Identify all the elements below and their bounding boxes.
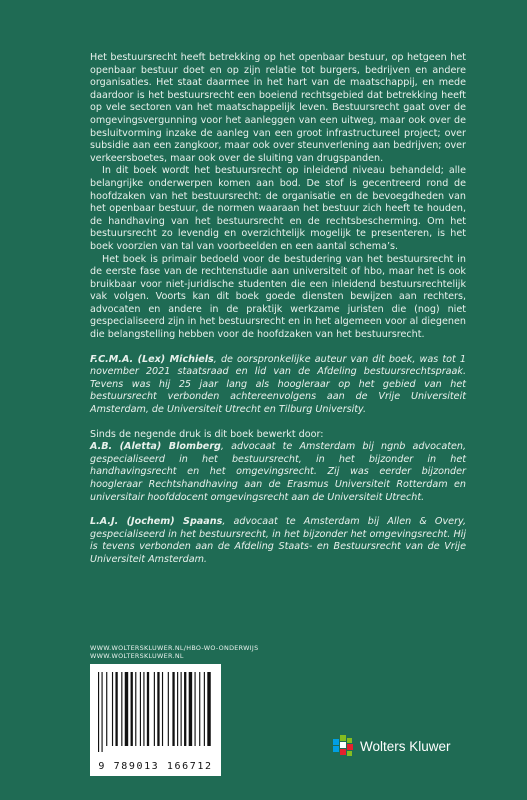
barcode-bar-18 [181, 672, 182, 746]
logo-text: Wolters Kluwer [360, 738, 451, 754]
barcode-bar-3 [112, 672, 113, 746]
edition-note: Sinds de negende druk is dit boek bewerkt door: [90, 428, 324, 440]
barcode-bar-23 [204, 672, 205, 746]
author-text-michiels: , de oorspronkelijke auteur van dit boek, was tot 1 november 2021 staatsraad en lid van de Afdeling bestuursrechtspraak. Tevens was hij 25 jaar lang als hoogleraar op het gebied van het bestuursrecht verbonden achtereenvolgens aan de Vrije Universiteit Amsterdam, de Universiteit Utrecht en Tilburg University. [90, 353, 466, 416]
barcode-bar-24 [207, 672, 210, 746]
url-main[interactable]: WWW.WOLTERSKLUWER.NL [90, 652, 184, 661]
barcode-bar-1 [102, 672, 103, 752]
author-bio-michiels [90, 354, 466, 417]
blurb-text [90, 52, 466, 567]
barcode-number: 9 789013 166712 [98, 761, 213, 772]
barcode-bar-2 [106, 672, 107, 746]
url-onderwijs[interactable]: WWW.WOLTERSKLUWER.NL/HBO-WO-ONDERWIJS [90, 644, 259, 652]
barcode-bar-10 [143, 672, 144, 746]
blurb-paragraph-3: Het boek is primair bedoeld voor de bestudering van het bestuursrecht in de eerste fase van de rechtenstudie aan universiteit of hbo, maar het is ook bruikbaar voor niet-juridische studenten die een inleidend bestuursrechtelijk vak volgen. Voorts kan dit boek goede diensten bewijzen aan rechters, advocaten en andere in de praktijk werkzame juristen die (nog) niet gespecialiseerd zijn in het bestuursrecht en in het algemeen voor al diegenen die belangstelling hebben voor de hoofdzaken van het bestuursrecht. [90, 253, 466, 341]
barcode-bar-0 [98, 672, 99, 752]
barcode-bars [96, 672, 215, 754]
barcode-bar-5 [121, 672, 122, 746]
author-name-michiels: F.C.M.A. (Lex) Michiels [90, 353, 214, 365]
barcode-bar-4 [115, 672, 117, 746]
barcode-bar-11 [147, 672, 149, 746]
author-name-blomberg: A.B. (Aletta) Blomberg [90, 441, 221, 453]
wolters-kluwer-logo-icon [332, 735, 354, 757]
barcode-bar-7 [131, 672, 133, 746]
author-name-spaans: L.A.J. (Jochem) Spaans [90, 516, 223, 528]
author-bio-spaans [90, 516, 466, 566]
barcode-bar-9 [140, 672, 141, 746]
barcode-bar-22 [199, 672, 200, 746]
barcode-bar-8 [135, 672, 136, 746]
barcode-bar-17 [177, 672, 178, 746]
barcode-bar-15 [168, 672, 169, 746]
barcode-bar-20 [189, 672, 192, 746]
blurb-paragraph-1: Het bestuursrecht heeft betrekking op het openbaar bestuur, op hetgeen het openbaar bestuur doet en op zijn relatie tot burgers, bedrijven en andere organisaties. Het staat daarmee in het hart van de maatschappij, en mede daardoor is het bestuursrecht een boeiend rechtsgebied dat betrekking heeft op vele sectoren van het maatschappelijk leven. Bestuursrecht gaat over de omgevingsvergunning voor het aanleggen van een uitweg, maar ook over de besluitvorming inzake de aanleg van een groot infrastructureel project; over subsidie aan een zangkoor, maar ook over steunverlening aan bedrijven; over verkeersboetes, maar ook over de sluiting van drugspanden. [90, 52, 466, 164]
barcode-bar-16 [172, 672, 174, 746]
barcode-bar-13 [157, 672, 159, 746]
author-text-blomberg: , advocaat te Amsterdam bij ngnb advocaten, gespecialiseerd in het bestuursrecht, in het bijzonder in het handhavingsrecht en het omgevingsrecht. Zij was eerder bijzonder hoogleraar Rechtshandhaving aan de Erasmus Universiteit Rotterdam en universitair hoofddocent omgevingsrecht aan de Universiteit Utrecht. [90, 441, 466, 503]
author-text-spaans: , advocaat te Amsterdam bij Allen & Overy, gespecialiseerd in het bestuursrecht, in het bijzonder het omgevingsrecht. Hij is tevens verbonden aan de Afdeling Staats- en Bestuursrecht van de Vrije Universiteit Amsterdam. [90, 516, 466, 565]
publisher-urls [90, 644, 258, 661]
barcode-bar-6 [125, 672, 128, 746]
author-bio-blomberg [90, 441, 466, 504]
barcode-bar-12 [154, 672, 155, 746]
isbn-barcode [90, 664, 221, 776]
wolters-kluwer-logo [332, 733, 451, 759]
barcode-bar-21 [195, 672, 196, 746]
blurb-paragraph-2: In dit boek wordt het bestuursrecht op inleidend niveau behandeld; alle belangrijke onderwerpen komen aan bod. De stof is gecentreerd rond de hoofdzaken van het bestuursrecht: de organisatie en de bevoegdheden van het openbaar bestuur, de normen waaraan het bestuur zich heeft te houden, de handhaving van het bestuursrecht en de rechtsbescherming. Om het bestuursrecht zo levendig en overzichtelijk mogelijk te presenteren, is het boek voorzien van tal van voorbeelden en een aantal schema’s. [90, 165, 466, 252]
barcode-bar-19 [184, 672, 186, 746]
barcode-bar-14 [162, 672, 163, 746]
